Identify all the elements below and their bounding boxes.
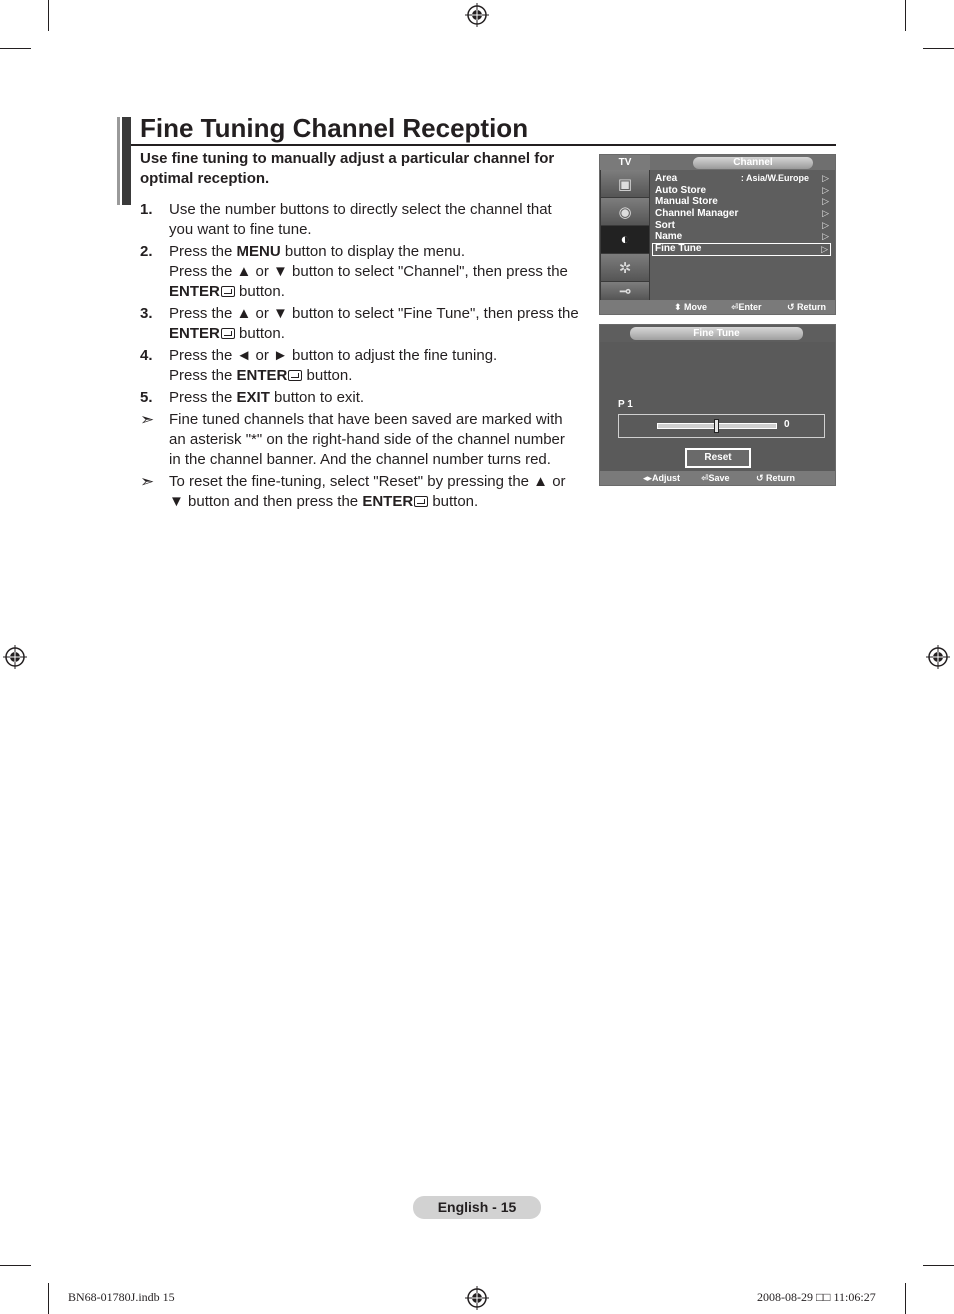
step-item: 4. Press the ◄ or ► button to adjust the fine tuning. Press the ENTER button. [140, 347, 498, 384]
osd-menu-item-label: Auto Store [655, 184, 707, 196]
reset-button[interactable]: Reset [685, 448, 751, 468]
note-item: ➣ To reset the fine-tuning, select "Reset" by pressing the ▲ or ▼ button and then press the ENTER button. [140, 472, 566, 510]
slider-thumb[interactable] [714, 419, 719, 433]
osd-menu-item-label: Sort [655, 219, 675, 231]
fine-tune-slider[interactable] [618, 414, 825, 438]
return-hint: ↺ Return [787, 302, 827, 312]
osd-menu-item[interactable] [655, 196, 831, 208]
osd-menu-item-label: Area [655, 173, 678, 184]
step-number: 2. [140, 243, 153, 260]
enter-icon [221, 286, 235, 297]
osd-side-menu [600, 170, 650, 300]
button-name: ENTER [362, 493, 414, 510]
osd-menu-item[interactable] [655, 208, 831, 220]
button-name: MENU [236, 243, 281, 260]
osd-channel-menu [599, 154, 836, 315]
button-name: EXIT [236, 389, 270, 406]
enter-icon [288, 370, 302, 381]
osd-menu-item[interactable] [655, 185, 831, 197]
title-accent-bar [117, 117, 131, 205]
return-hint: ↺ Return [756, 473, 796, 483]
osd-fine-tune-title: Fine Tune [630, 327, 803, 340]
steps-list [140, 200, 580, 512]
adjust-hint: ◂▸Adjust [643, 473, 681, 483]
enter-icon [221, 328, 235, 339]
crop-mark [905, 1283, 906, 1314]
osd-tv-label: TV [600, 155, 650, 170]
osd-footer [600, 300, 835, 314]
page-number: English - 15 [413, 1196, 541, 1219]
osd-menu-title: Channel [693, 157, 813, 169]
submenu-arrow-icon: ▷ [822, 208, 829, 219]
button-name: ENTER [236, 367, 288, 384]
osd-menu-item-label: Name [655, 231, 683, 243]
submenu-arrow-icon: ▷ [822, 184, 829, 195]
osd-menu-item[interactable] [652, 243, 831, 256]
channel-icon[interactable]: ◐ [601, 226, 649, 253]
button-name: ENTER [169, 283, 220, 300]
note-arrow-icon: ➣ [140, 410, 155, 429]
channel-label: P 1 [618, 399, 633, 410]
step-item: 2. Press the MENU button to display the menu. Press the ▲ or ▼ button to select "Channel", then press the ENTER button. [140, 243, 568, 300]
step-item: 3. Press the ▲ or ▼ button to select "Fine Tune", then press the ENTER button. [140, 305, 579, 342]
osd-menu-item-label: Manual Store [655, 196, 718, 208]
osd-header [600, 325, 835, 342]
crop-mark [0, 48, 31, 49]
submenu-arrow-icon: ▷ [822, 231, 829, 242]
save-hint: ⏎Save [701, 473, 730, 483]
osd-fine-tune-body [600, 342, 835, 473]
submenu-arrow-icon: ▷ [821, 244, 828, 255]
step-number: 5. [140, 389, 153, 406]
note-arrow-icon: ➣ [140, 472, 155, 491]
crop-mark [923, 48, 954, 49]
step-number: 3. [140, 305, 153, 322]
move-hint: ⬍ Move [674, 302, 708, 312]
step-number: 1. [140, 201, 153, 218]
input-icon[interactable]: ⊸ [601, 282, 649, 300]
intro-text: Use fine tuning to manually adjust a particular channel for optimal reception. [140, 150, 555, 187]
osd-header [600, 155, 835, 170]
print-footer-file: BN68-01780J.indb 15 [68, 1290, 175, 1304]
registration-mark-icon [465, 1286, 489, 1310]
osd-menu-item[interactable] [655, 220, 831, 232]
crop-mark [48, 1283, 49, 1314]
osd-menu-item-label: Channel Manager [655, 208, 739, 220]
slider-value: 0 [784, 419, 790, 430]
enter-hint: ⏎Enter [731, 302, 762, 312]
title-rule [131, 144, 836, 146]
osd-menu-item-label: Fine Tune [655, 243, 702, 255]
sound-icon[interactable]: ◉ [601, 198, 649, 225]
crop-mark [923, 1265, 954, 1266]
setup-icon[interactable]: ✲ [601, 254, 649, 281]
registration-mark-icon [465, 3, 489, 27]
osd-menu-item-value: : Asia/W.Europe [740, 173, 809, 183]
osd-menu-item[interactable] [655, 173, 831, 185]
submenu-arrow-icon: ▷ [822, 196, 829, 207]
osd-channel-list [655, 173, 831, 256]
step-item: 1. Use the number buttons to directly select the channel that you want to fine tune. [140, 201, 552, 238]
button-name: ENTER [169, 325, 220, 342]
registration-mark-icon [926, 645, 950, 669]
step-number: 4. [140, 347, 153, 364]
step-item: 5. Press the EXIT button to exit. [140, 389, 365, 406]
enter-icon [414, 496, 428, 507]
picture-icon[interactable]: ▣ [601, 170, 649, 197]
page-title: Fine Tuning Channel Reception [140, 113, 529, 143]
submenu-arrow-icon: ▷ [822, 219, 829, 230]
note-item: ➣ Fine tuned channels that have been saved are marked with an asterisk "*" on the right-hand side of the channel number in the channel banner. And the channel number turns red. [140, 410, 565, 468]
osd-menu-item[interactable] [655, 231, 831, 243]
print-footer-timestamp: 2008-08-29 □□ 11:06:27 [757, 1290, 876, 1304]
crop-mark [0, 1265, 31, 1266]
osd-fine-tune [599, 324, 836, 486]
submenu-arrow-icon: ▷ [822, 173, 829, 183]
osd-footer [600, 471, 835, 485]
crop-mark [48, 0, 49, 31]
registration-mark-icon [3, 645, 27, 669]
crop-mark [905, 0, 906, 31]
